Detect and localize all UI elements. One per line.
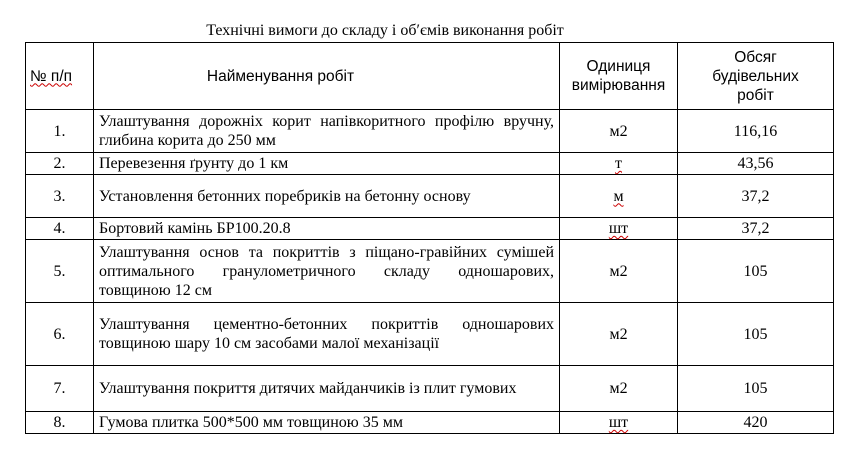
table-header [26, 43, 834, 110]
row-number: 4. [26, 218, 94, 240]
row-name: Улаштування покриття дитячих майданчиків із плит гумових [94, 366, 560, 412]
header-unit-line1: Одиниця [586, 58, 651, 75]
row-name: Улаштування основ та покриттів з піщано-гравійних сумішей оптимального гранулометричного складу одношарових, товщиною 12 см [94, 240, 560, 303]
row-name: Бортовий камінь БР100.20.8 [94, 218, 560, 240]
header-unit [560, 43, 678, 110]
row-unit: м2 [560, 110, 678, 153]
table-row [26, 218, 834, 240]
document-title: Технічні вимоги до складу і об′ємів виконання робіт [206, 22, 564, 39]
row-volume: 37,2 [678, 175, 834, 218]
row-volume: 420 [678, 412, 834, 434]
table-row [26, 153, 834, 175]
row-unit: т [560, 153, 678, 175]
works-table [25, 42, 834, 434]
row-number: 2. [26, 153, 94, 175]
header-volume-line2: будівельних [712, 67, 799, 85]
table-row [26, 110, 834, 153]
row-volume: 105 [678, 366, 834, 412]
table-row [26, 366, 834, 412]
header-unit-line2: вимірювання [571, 77, 666, 94]
row-number: 5. [26, 240, 94, 303]
row-number: 6. [26, 303, 94, 366]
row-number: 8. [26, 412, 94, 434]
row-volume: 105 [678, 240, 834, 303]
table-row [26, 240, 834, 303]
row-volume: 43,56 [678, 153, 834, 175]
row-volume: 105 [678, 303, 834, 366]
row-volume: 37,2 [678, 218, 834, 240]
header-number: № п/п [26, 43, 94, 110]
row-name: Гумова плитка 500*500 мм товщиною 35 мм [94, 412, 560, 434]
row-name: Перевезення ґрунту до 1 км [94, 153, 560, 175]
header-volume [678, 43, 834, 110]
row-name: Улаштування цементно-бетонних покриттів одношарових товщиною шару 10 см засобами малої механізації [94, 303, 560, 366]
table-body [26, 110, 834, 434]
row-unit: м [560, 175, 678, 218]
header-name: Найменування робіт [94, 43, 560, 110]
row-unit: шт [560, 218, 678, 240]
row-number: 1. [26, 110, 94, 153]
row-number: 3. [26, 175, 94, 218]
row-unit: шт [560, 412, 678, 434]
table-row [26, 175, 834, 218]
row-unit: м2 [560, 240, 678, 303]
row-name: Установлення бетонних поребриків на бетонну основу [94, 175, 560, 218]
row-number: 7. [26, 366, 94, 412]
row-unit: м2 [560, 366, 678, 412]
row-unit: м2 [560, 303, 678, 366]
header-volume-line1: Обсяг [734, 48, 777, 66]
row-volume: 116,16 [678, 110, 834, 153]
table-row [26, 303, 834, 366]
header-volume-line3: робіт [737, 86, 774, 104]
table-row [26, 412, 834, 434]
row-name: Улаштування дорожніх корит напівкоритного профілю вручну, глибина корита до 250 мм [94, 110, 560, 153]
